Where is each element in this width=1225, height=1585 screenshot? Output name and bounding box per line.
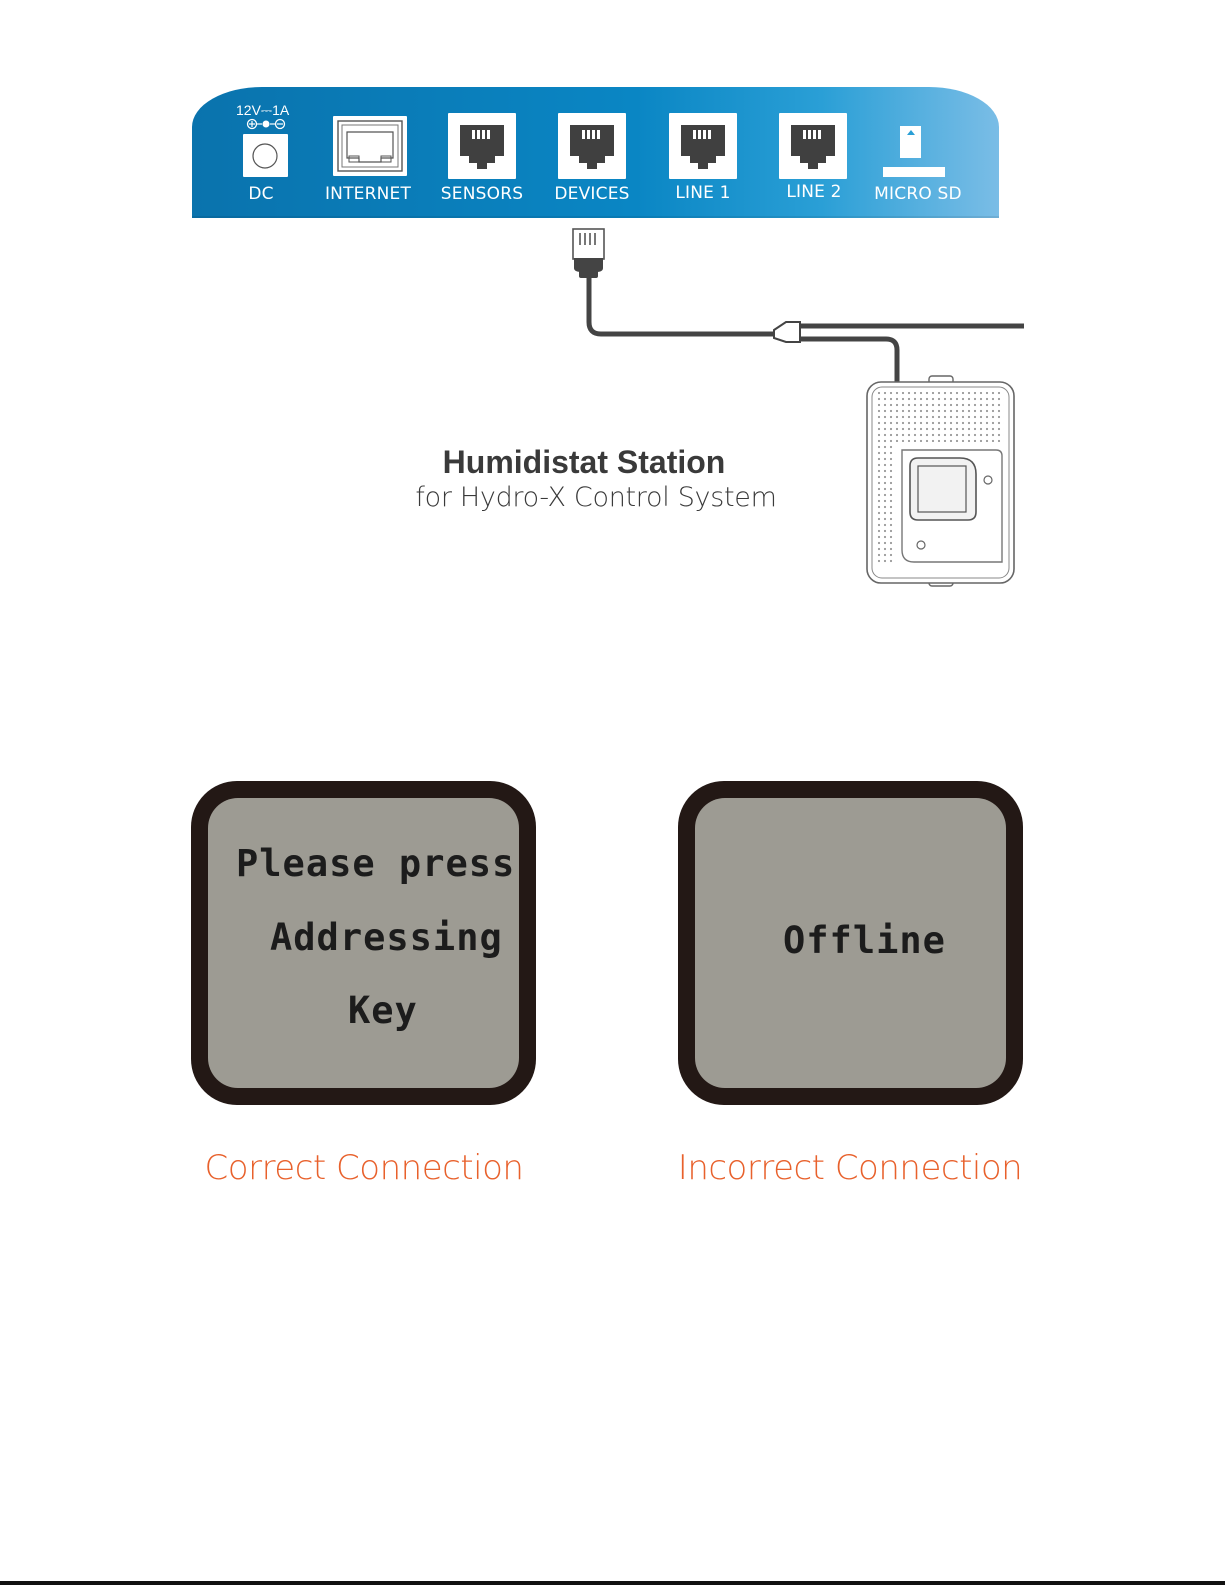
lcd-incorrect-screen bbox=[695, 798, 1006, 1088]
product-title: Humidistat Station bbox=[442, 444, 726, 480]
lcd-correct-line-2: Addressing bbox=[270, 916, 503, 959]
lcd-incorrect bbox=[678, 781, 1023, 1105]
lcd-correct-line-3: Key bbox=[348, 989, 418, 1032]
dc-label: DC bbox=[248, 184, 274, 204]
cable-diagram bbox=[0, 0, 1225, 620]
humidistat-station-device bbox=[867, 376, 1014, 586]
caption-incorrect: Incorrect Connection bbox=[677, 1148, 1023, 1188]
lcd-correct-screen bbox=[208, 798, 519, 1088]
rj-plug-icon bbox=[573, 229, 604, 278]
devices-label: DEVICES bbox=[554, 184, 630, 204]
lcd-incorrect-line-1: Offline bbox=[783, 919, 946, 962]
dc-rating-label: 12V⎓1A bbox=[236, 102, 290, 118]
cable-to-station bbox=[800, 339, 897, 388]
lcd-correct bbox=[191, 781, 536, 1105]
internet-label: INTERNET bbox=[324, 184, 412, 204]
lcd-correct-line-1: Please press bbox=[236, 842, 516, 885]
device-cable bbox=[589, 276, 778, 334]
caption-correct: Correct Connection bbox=[204, 1148, 524, 1188]
bottom-rule bbox=[0, 1581, 1225, 1585]
line2-label: LINE 2 bbox=[786, 182, 842, 202]
product-subtitle: for Hydro-X Control System bbox=[415, 482, 777, 513]
line1-label: LINE 1 bbox=[675, 183, 731, 203]
sensors-label: SENSORS bbox=[440, 184, 524, 204]
micro-sd-label: MICRO SD bbox=[874, 184, 962, 204]
cable-splitter-icon bbox=[774, 322, 800, 342]
